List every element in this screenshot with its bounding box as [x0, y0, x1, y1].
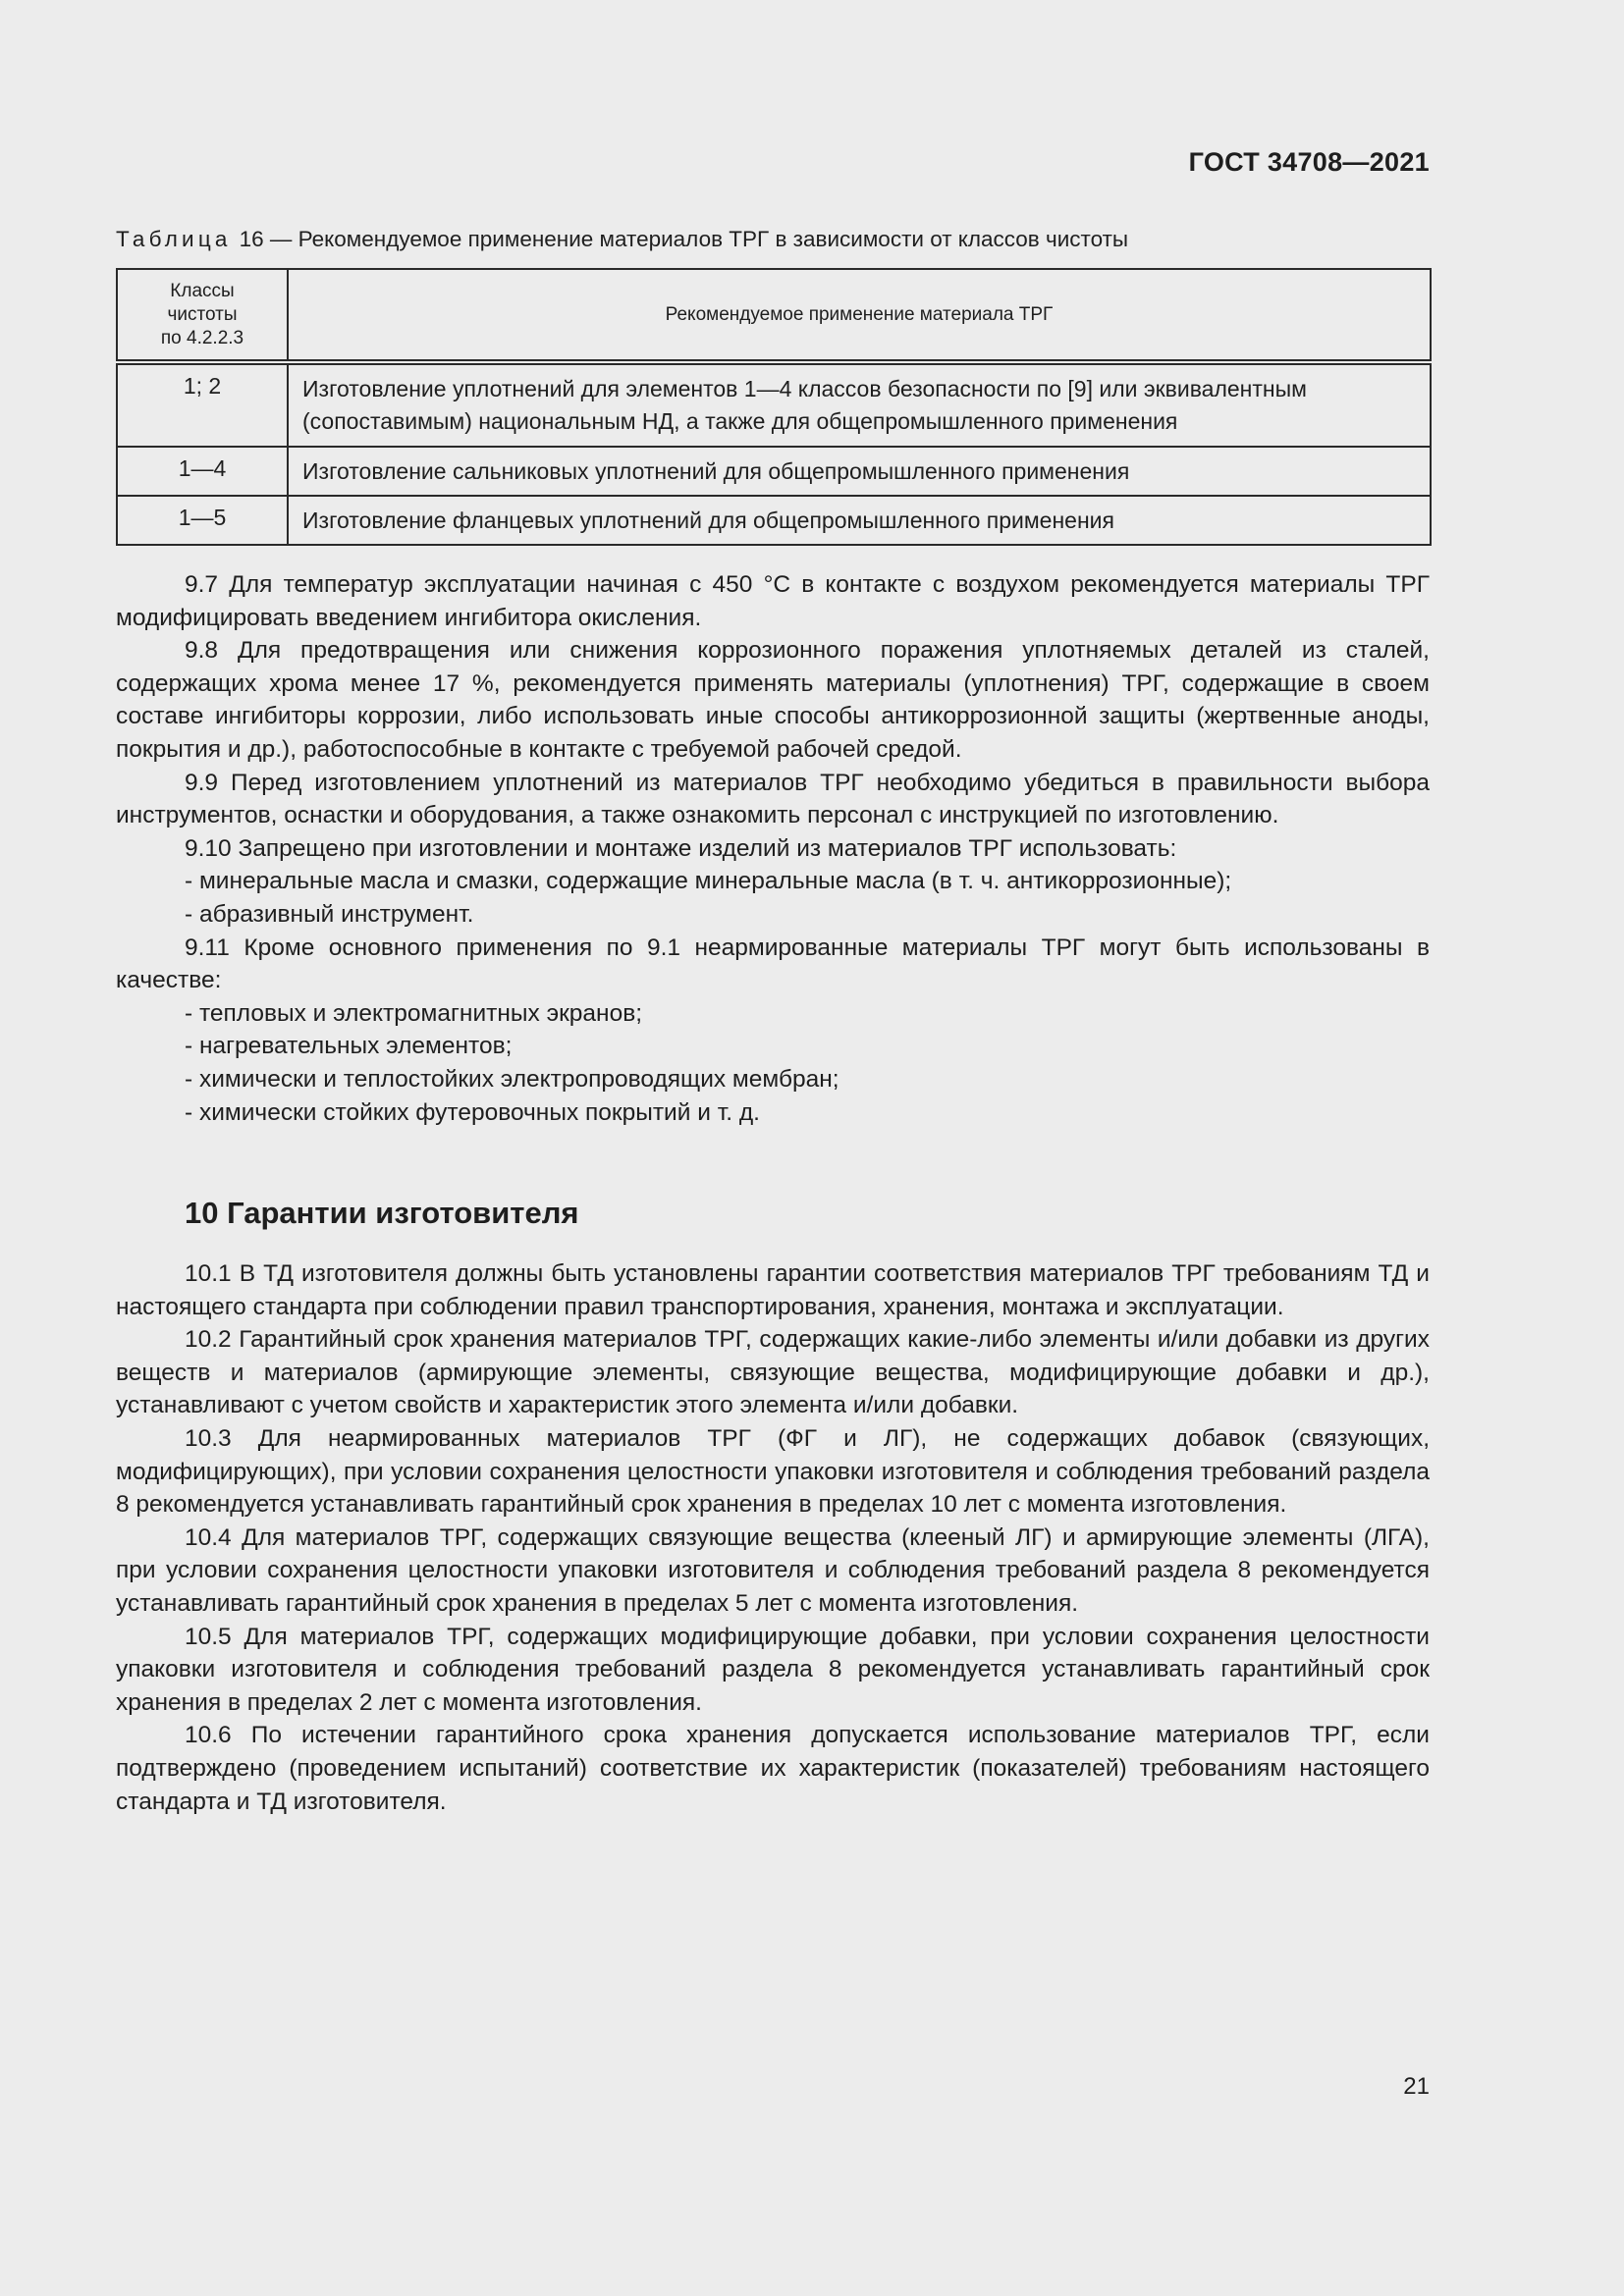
paragraph-9-8: 9.8 Для предотвращения или снижения коррозионного поражения уплотняемых деталей из сталей, содержащих хрома менее 17 %, рекомендуется применять материалы (уплотнения) ТРГ, содержащие в своем составе ингибиторы коррозии, либо использовать иные способы антикоррозионной защиты (жертвенные аноды, покрытия и др.), работоспособные в контакте с требуемой рабочей средой.	[116, 637, 1430, 763]
list-item: - тепловых и электромагнитных экранов;	[185, 999, 643, 1027]
list-item: - химически стойких футеровочных покрытий и т. д.	[185, 1098, 760, 1126]
paragraph-10-6: 10.6 По истечении гарантийного срока хранения допускается использование материалов ТРГ, если подтверждено (проведением испытаний) соответствие их характеристик (показателей) требованиям настоящего стандарта и ТД изготовителя.	[116, 1722, 1430, 1815]
table-row	[117, 447, 1431, 496]
list-item: - абразивный инструмент.	[185, 900, 474, 928]
section-heading: 10 Гарантии изготовителя	[185, 1196, 579, 1230]
list-item: - химически и теплостойких электропроводящих мембран;	[185, 1065, 839, 1093]
table-row	[117, 496, 1431, 545]
table-cell-application: Изготовление фланцевых уплотнений для общепромышленного применения	[288, 496, 1431, 545]
paragraph-9-7: 9.7 Для температур эксплуатации начиная с 450 °С в контакте с воздухом рекомендуется материалы ТРГ модифицировать введением ингибитора окисления.	[116, 571, 1430, 631]
paragraph-10-5: 10.5 Для материалов ТРГ, содержащих модифицирующие добавки, при условии сохранения целостности упаковки изготовителя и соблюдения требований раздела 8 рекомендуется устанавливать гарантийный срок хранения в пределах 2 лет с момента изготовления.	[116, 1623, 1430, 1716]
document-code: ГОСТ 34708—2021	[1188, 147, 1430, 177]
table-cell-class: 1—5	[117, 496, 288, 545]
paragraph-10-3: 10.3 Для неармированных материалов ТРГ (ФГ и ЛГ), не содержащих добавок (связующих, модифицирующих), при условии сохранения целостности упаковки изготовителя и соблюдения требований раздела 8 рекомендуется устанавливать гарантийный срок хранения в пределах 10 лет с момента изготовления.	[116, 1424, 1430, 1519]
table-header-row	[117, 269, 1431, 362]
table-cell-application: Изготовление сальниковых уплотнений для общепромышленного применения	[288, 447, 1431, 496]
list-item: - минеральные масла и смазки, содержащие минеральные масла (в т. ч. антикоррозионные);	[185, 868, 1232, 895]
section-9-text	[116, 568, 1430, 1129]
paragraph-10-4: 10.4 Для материалов ТРГ, содержащих связующие вещества (клееный ЛГ) и армирующие элементы (ЛГА), при условии сохранения целостности упаковки изготовителя и соблюдения требований раздела 8 рекомендуется устанавливать гарантийный срок хранения в пределах 5 лет с момента изготовления.	[116, 1523, 1430, 1617]
table-cell-class: 1—4	[117, 447, 288, 496]
section-10-text	[116, 1257, 1430, 1818]
list-item: - нагревательных элементов;	[185, 1033, 513, 1060]
table-caption-label: Таблица	[116, 227, 232, 251]
table-cell-application: Изготовление уплотнений для элементов 1—4 классов безопасности по [9] или эквивалентным (сопоставимым) национальным НД, а также для общепромышленного применения	[288, 362, 1431, 447]
paragraph-9-10: 9.10 Запрещено при изготовлении и монтаже изделий из материалов ТРГ использовать:	[185, 834, 1177, 862]
table-row	[117, 362, 1431, 447]
paragraph-10-2: 10.2 Гарантийный срок хранения материалов ТРГ, содержащих какие-либо элементы и/или добавки из других веществ и материалов (армирующие элементы, связующие вещества, модифицирующие добавки и др.), устанавливают с учетом свойств и характеристик этого элемента и/или добавки.	[116, 1326, 1430, 1419]
paragraph-9-11: 9.11 Кроме основного применения по 9.1 неармированные материалы ТРГ могут быть использованы в качестве:	[116, 934, 1430, 994]
document-page	[116, 0, 1430, 2296]
table-cell-class: 1; 2	[117, 362, 288, 447]
table-caption	[116, 227, 1128, 252]
paragraph-9-9: 9.9 Перед изготовлением уплотнений из материалов ТРГ необходимо убедиться в правильности выбора инструментов, оснастки и оборудования, а также ознакомить персонал с инструкцией по изготовлению.	[116, 769, 1430, 829]
column-header-application: Рекомендуемое применение материала ТРГ	[288, 269, 1431, 362]
paragraph-10-1: 10.1 В ТД изготовителя должны быть установлены гарантии соответствия материалов ТРГ требованиям ТД и настоящего стандарта при соблюдении правил транспортирования, хранения, монтажа и эксплуатации.	[116, 1260, 1430, 1320]
page-number: 21	[1403, 2073, 1430, 2100]
column-header-purity-class: Классы чистоты по 4.2.2.3	[117, 269, 288, 362]
purity-class-table	[116, 268, 1432, 546]
table-caption-text: 16 — Рекомендуемое применение материалов ТРГ в зависимости от классов чистоты	[239, 227, 1129, 251]
